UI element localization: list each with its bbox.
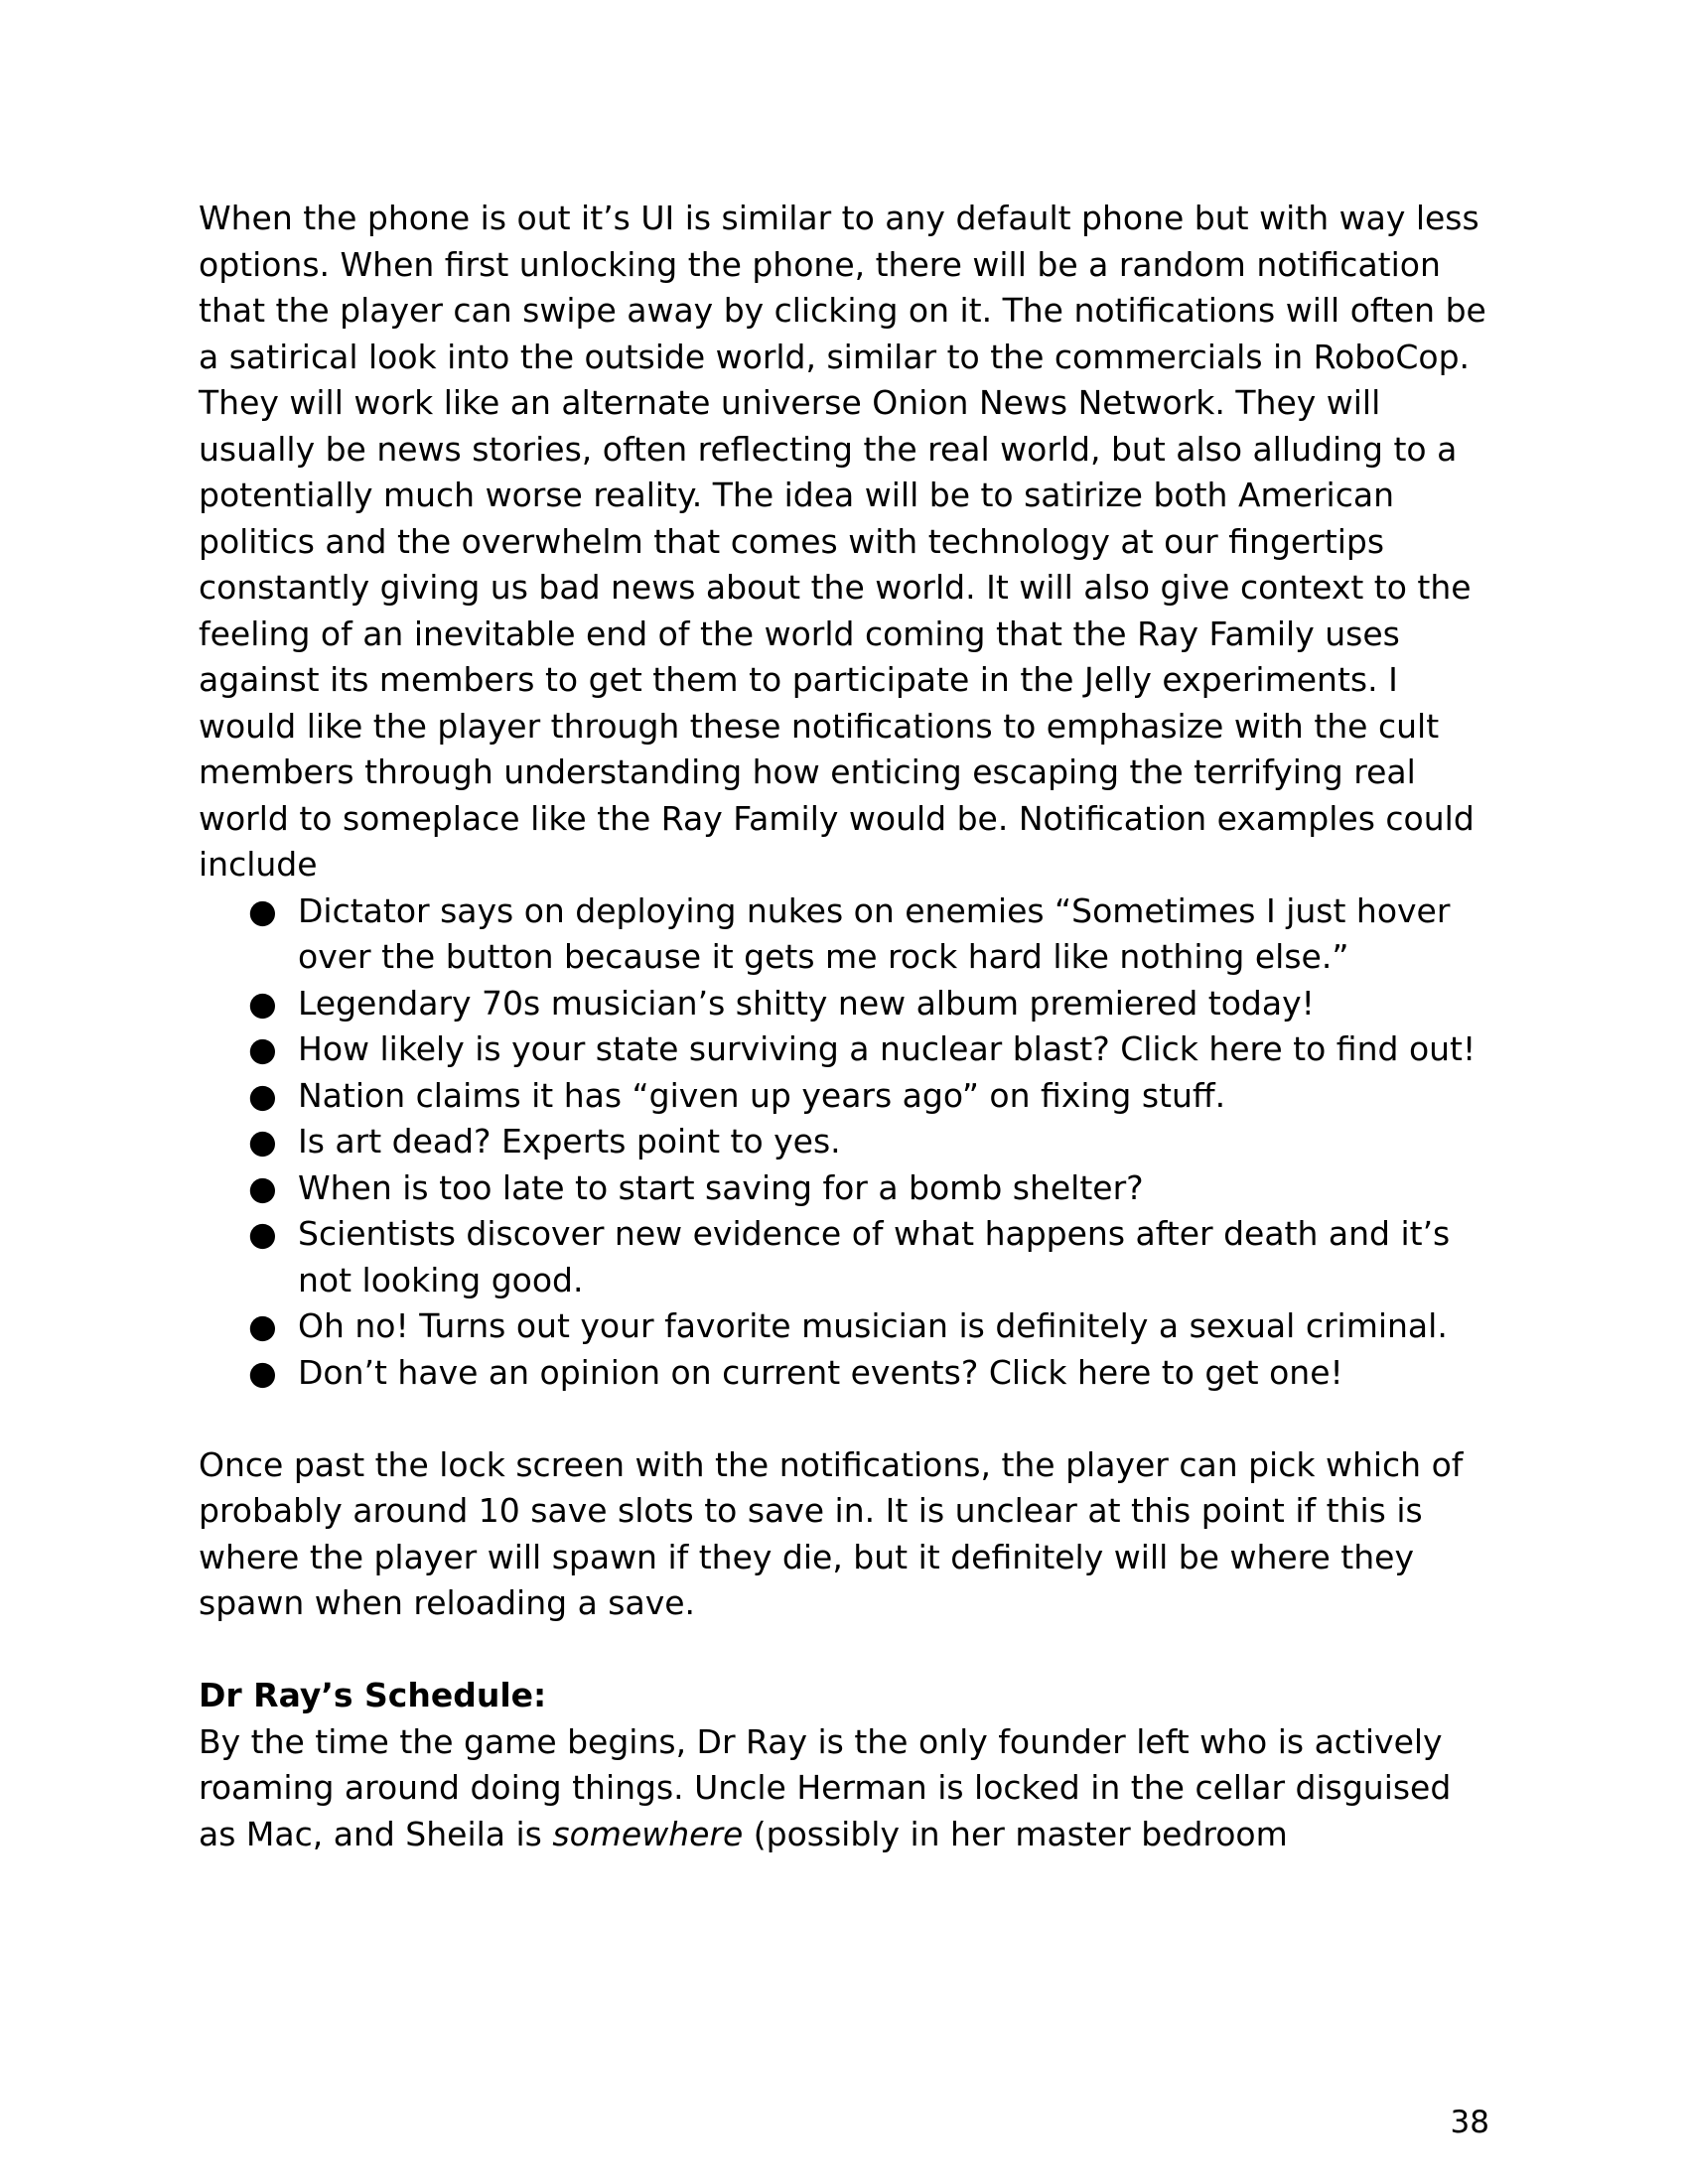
bullet-icon: ● bbox=[248, 1122, 277, 1160]
list-item-text: Scientists discover new evidence of what happens after death and it’s not looking good. bbox=[298, 1214, 1451, 1299]
bullet-icon: ● bbox=[248, 1029, 277, 1068]
list-item bbox=[199, 1211, 1489, 1303]
list-item-text: Nation claims it has “given up years ago” on fixing stuff. bbox=[298, 1075, 1226, 1115]
bullet-icon: ● bbox=[248, 1167, 277, 1207]
list-item-text: Dictator says on deploying nukes on enemies “Sometimes I just hover over the button because it gets me rock hard like nothing else.” bbox=[298, 890, 1451, 976]
list-item-text: Don’t have an opinion on current events? Click here to get one! bbox=[298, 1352, 1343, 1392]
list-item bbox=[199, 1026, 1489, 1073]
list-item bbox=[199, 1303, 1489, 1350]
schedule-text: By the time the game begins, Dr Ray is the only founder left who is actively roaming around doing things. Uncle Herman is locked in the cellar disguised as Mac, and Sheila is bbox=[199, 1721, 1452, 1853]
paragraph-spacer bbox=[199, 1396, 1489, 1442]
intro-paragraph: When the phone is out it’s UI is similar to any default phone but with way less options. When first unlocking the phone, there will be a random notification that the player can swipe away by clicking on it. The notifications will often be a satirical look into the outside world, similar to the commercials in RoboCop. They will work like an alternate universe Onion News Network. They will usually be news stories, often reflecting the real world, but also alluding to a potentially much worse reality. The idea will be to satirize both American politics and the overwhelm that comes with technology at our fingertips constantly giving us bad news about the world. It will also give context to the feeling of an inevitable end of the world coming that the Ray Family uses against its members to get them to participate in the Jelly experiments. I would like the player through these notifications to emphasize with the cult members through understanding how enticing escaping the terrifying real world to someplace like the Ray Family would be. Notification examples could include bbox=[199, 199, 1486, 884]
list-item bbox=[199, 981, 1489, 1027]
schedule-paragraph bbox=[199, 1719, 1489, 1858]
bullet-icon: ● bbox=[248, 983, 277, 1023]
list-item-text: When is too late to start saving for a bomb shelter? bbox=[298, 1167, 1144, 1207]
schedule-text-continued: (possibly in her master bedroom bbox=[743, 1814, 1288, 1853]
list-item-text: Is art dead? Experts point to yes. bbox=[298, 1122, 841, 1160]
page-number: 38 bbox=[1450, 2105, 1489, 2140]
list-item bbox=[199, 1119, 1489, 1165]
bullet-icon: ● bbox=[248, 890, 277, 930]
list-item bbox=[199, 1165, 1489, 1212]
paragraph-spacer bbox=[199, 1627, 1489, 1674]
bullet-icon: ● bbox=[248, 1214, 277, 1253]
schedule-emphasis: somewhere bbox=[552, 1814, 744, 1853]
bullet-icon: ● bbox=[248, 1075, 277, 1115]
list-item bbox=[199, 1073, 1489, 1120]
list-item-text: How likely is your state surviving a nuclear blast? Click here to find out! bbox=[298, 1029, 1477, 1068]
document-page bbox=[199, 196, 1489, 1857]
notification-examples-list bbox=[199, 888, 1489, 1397]
bullet-icon: ● bbox=[248, 1306, 277, 1345]
list-item-text: Legendary 70s musician’s shitty new album premiered today! bbox=[298, 983, 1315, 1023]
save-slots-paragraph: Once past the lock screen with the notifications, the player can pick which of probably around 10 save slots to save in. It is unclear at this point if this is where the player will spawn if they die, but it definitely will be where they spawn when reloading a save. bbox=[199, 1444, 1464, 1622]
bullet-icon: ● bbox=[248, 1352, 277, 1392]
list-item-text: Oh no! Turns out your favorite musician is definitely a sexual criminal. bbox=[298, 1306, 1448, 1345]
section-heading: Dr Ray’s Schedule: bbox=[199, 1676, 547, 1714]
list-item bbox=[199, 1350, 1489, 1397]
list-item bbox=[199, 888, 1489, 981]
